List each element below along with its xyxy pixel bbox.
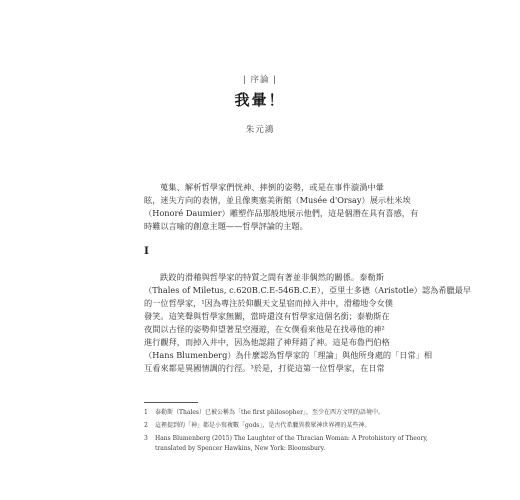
footnote-text: Hans Blumenberg (2015) The Laughter of the Thracian Woman: A Protohistory of Theory, bbox=[155, 435, 428, 442]
body-line: 發笑。這笑聲與哲學家無關，當時還沒有哲學家這個名銜；泰勒斯在 bbox=[144, 311, 390, 321]
intro-line: （Honoré Daumier）雕塑作品那般地展示他們，這是個潛在具有喜感，有 bbox=[144, 208, 419, 218]
footnote-number: 2 bbox=[144, 422, 148, 429]
footnote-continuation: translated by Spencer Hawkins, New York: Bloomsbury. bbox=[155, 445, 326, 452]
intro-paragraph bbox=[144, 181, 419, 233]
section-heading: I bbox=[144, 245, 149, 257]
body-paragraph bbox=[144, 271, 472, 375]
intro-line: 蒐集、解析哲學家們恍神、摔倒的姿勢，或是在事件漩渦中暈 bbox=[160, 182, 384, 192]
intro-line: 時難以言喻的創意主題——哲學評論的主題。 bbox=[144, 221, 308, 231]
author-name: 朱元鴻 bbox=[245, 125, 275, 135]
body-line: 的一位哲學家，¹因為專注於仰觀天文星宿而掉入井中，滑稽地令女僕 bbox=[144, 298, 393, 308]
chapter-kicker: | 序論 | bbox=[242, 75, 278, 85]
footnote-3 bbox=[144, 434, 428, 454]
footnote-1 bbox=[144, 408, 384, 418]
footnote-divider bbox=[144, 402, 198, 403]
footnote-number: 1 bbox=[144, 409, 148, 416]
footnote-number: 3 bbox=[144, 435, 148, 442]
body-line: 跌跤的滑稽與哲學家的特質之間有著並非偶然的關係。泰勒斯 bbox=[160, 272, 384, 282]
footnote-text: 這裡提到的「神」都是小寫複數「gods」，是古代希臘異教眾神世界裡的某些神。 bbox=[155, 422, 371, 429]
chapter-title: 我暈！ bbox=[234, 91, 286, 109]
body-line: 夜間以古怪的姿勢仰望著星空漫遊，在女僕看來他是在找尋他的神² bbox=[144, 324, 385, 334]
body-line: （Thales of Miletus, c.620B.C.E-546B.C.E），亞里士多德（Aristotle）認為希臘最早 bbox=[144, 285, 472, 295]
footnote-text: 泰勒斯（Thales）已被公稱為「the first philosopher」，至少在西方文明的語境中。 bbox=[155, 409, 384, 416]
body-line: 進行觀拜，而掉入井中，因為他認錯了神拜錯了神。這是布魯門伯格 bbox=[144, 337, 390, 347]
body-line: （Hans Blumenberg）為什麼認為哲學家的「理論」與他所身處的「日常」相 bbox=[144, 350, 433, 360]
body-line: 互看來都是異國情調的行徑。³於是，打從這第一位哲學家，在日常 bbox=[144, 363, 385, 373]
footnote-2 bbox=[144, 421, 384, 431]
intro-line: 眩，迷失方向的表情，並且像奧塞美術館（Musée d'Orsay）展示杜米埃 bbox=[144, 195, 411, 205]
